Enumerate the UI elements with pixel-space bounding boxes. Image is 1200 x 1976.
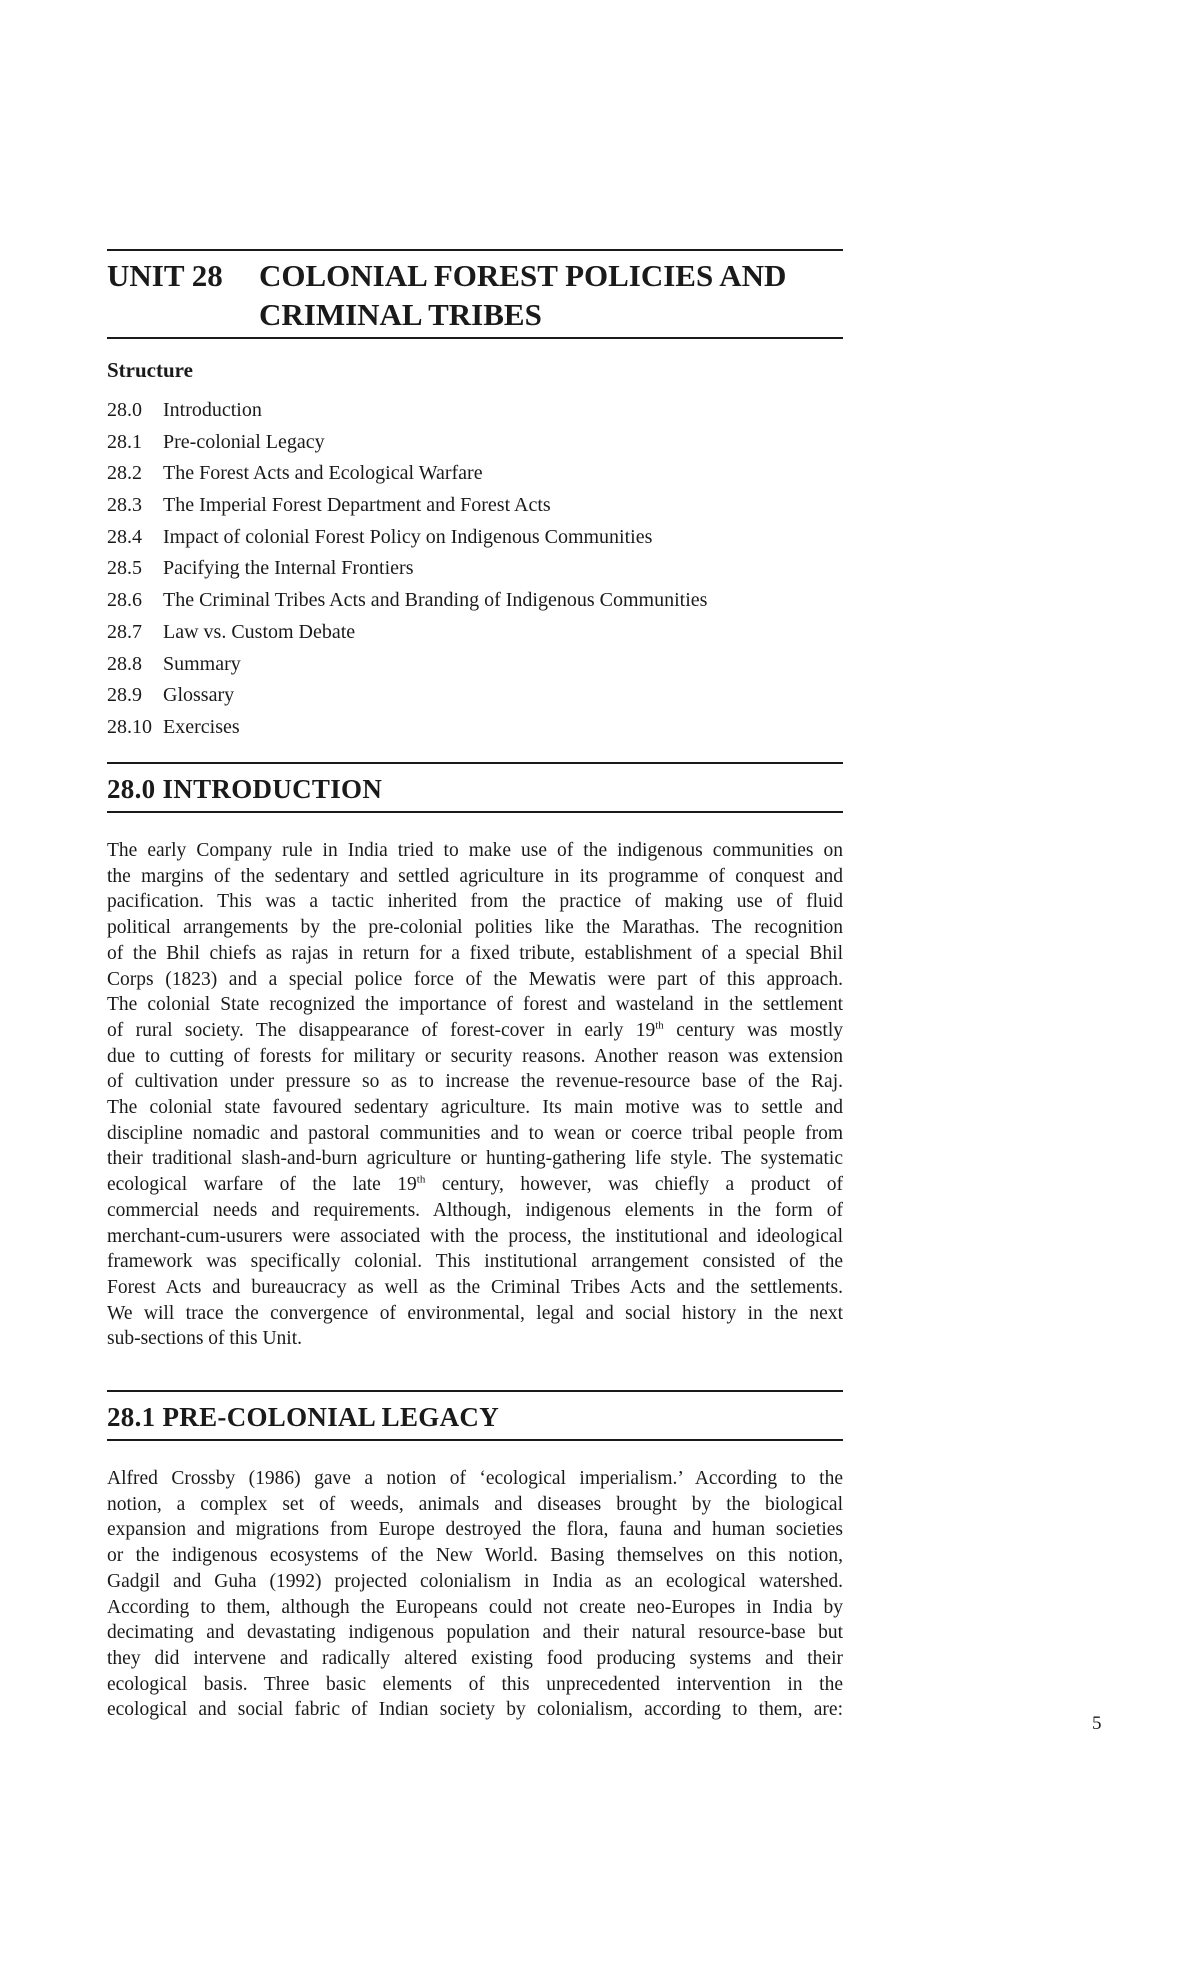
ordinal-suffix: th [655,1019,664,1032]
unit-number: UNIT 28 [107,258,223,293]
section-rule-top [107,762,843,764]
structure-item [107,585,707,617]
structure-item [107,427,707,459]
structure-item-number: 28.2 [107,462,142,485]
structure-item-text: Exercises [163,715,240,738]
unit-heading-bottom-rule [107,337,843,339]
structure-item [107,395,707,427]
structure-item-text: Summary [163,652,241,675]
structure-item-number: 28.4 [107,525,142,548]
structure-label: Structure [107,358,193,382]
text-line: the margins of the sedentary and settled agriculture in its programme of conquest and [107,865,843,887]
structure-item-text: The Criminal Tribes Acts and Branding of Indigenous Communities [163,589,708,612]
text-line: notion, a complex set of weeds, animals and diseases brought by the biological [107,1493,843,1515]
section-rule-bottom [107,811,843,813]
structure-item [107,617,707,649]
structure-item-text: Introduction [163,399,262,421]
structure-item-number: 28.0 [107,399,142,421]
structure-item-number: 28.9 [107,684,142,707]
structure-item-text: Impact of colonial Forest Policy on Indigenous Communities [163,525,653,548]
structure-item-number: 28.7 [107,620,142,643]
structure-item-text: Law vs. Custom Debate [163,620,356,643]
structure-item-text: Pre-colonial Legacy [163,430,325,453]
text-line: We will trace the convergence of environmental, legal and social history in the next [107,1302,843,1324]
text-line: ecological basis. Three basic elements of this unprecedented intervention in the [107,1673,843,1695]
text-line: expansion and migrations from Europe destroyed the flora, fauna and human societies [107,1519,843,1541]
unit-title-line-1: COLONIAL FOREST POLICIES AND [259,258,787,293]
text-line: due to cutting of forests for military or security reasons. Another reason was extension [107,1045,843,1067]
unit-title [259,256,849,334]
structure-item-text: The Imperial Forest Department and Forest Acts [163,494,551,517]
text-line: framework was specifically colonial. This institutional arrangement consisted of the [107,1251,843,1273]
text-line: they did intervene and radically altered existing food producing systems and their [107,1647,843,1669]
text-line: Gadgil and Guha (1992) projected colonialism in India as an ecological watershed. [107,1570,843,1592]
text-line: political arrangements by the pre-colonial polities like the Marathas. The recognition [107,917,843,939]
text-line: their traditional slash-and-burn agriculture or hunting-gathering life style. The systematic [107,1148,843,1170]
text-line: discipline nomadic and pastoral communities and to wean or coerce tribal people from [107,1122,843,1144]
text-line: of rural society. The disappearance of forest-cover in early 19th century was mostly [107,1019,843,1041]
structure-item-text: Pacifying the Internal Frontiers [163,557,414,580]
top-rule [107,249,843,251]
structure-item-number: 28.8 [107,652,142,675]
structure-item-number: 28.10 [107,715,152,738]
structure-item-text: The Forest Acts and Ecological Warfare [163,462,483,485]
structure-list [107,395,707,744]
structure-item [107,553,707,585]
text-line: ecological and social fabric of Indian society by colonialism, according to them, are: [107,1699,843,1721]
section-heading-introduction: 28.0 INTRODUCTION [107,774,383,804]
structure-item-number: 28.6 [107,589,142,612]
text-line: According to them, although the Europeans could not create neo-Europes in India by [107,1596,843,1618]
text-line: decimating and devastating indigenous population and their natural resource-base but [107,1622,843,1644]
section-heading-precolonial-legacy: 28.1 PRE-COLONIAL LEGACY [107,1402,499,1432]
structure-item [107,712,707,744]
text-line: Corps (1823) and a special police force of the Mewatis were part of this approach. [107,968,843,990]
unit-title-line-2: CRIMINAL TRIBES [259,297,542,332]
structure-item-number: 28.1 [107,430,142,453]
section-rule-bottom [107,1439,843,1441]
text-line: commercial needs and requirements. Although, indigenous elements in the form of [107,1199,843,1221]
structure-item [107,490,707,522]
structure-item [107,649,707,681]
text-line: sub-sections of this Unit. [107,1328,302,1350]
structure-item-number: 28.5 [107,557,142,580]
text-line: The colonial State recognized the importance of forest and wasteland in the settlement [107,994,843,1016]
structure-item [107,458,707,490]
structure-item-number: 28.3 [107,494,142,517]
text-line: of the Bhil chiefs as rajas in return for a fixed tribute, establishment of a special Bhil [107,942,843,964]
text-line: Forest Acts and bureaucracy as well as the Criminal Tribes Acts and the settlements. [107,1276,843,1298]
text-line: of cultivation under pressure so as to increase the revenue-resource base of the Raj. [107,1071,843,1093]
section-rule-top [107,1390,843,1392]
structure-item [107,522,707,554]
text-line: merchant-cum-usurers were associated with the process, the institutional and ideological [107,1225,843,1247]
text-line: or the indigenous ecosystems of the New World. Basing themselves on this notion, [107,1545,843,1567]
text-line: The colonial state favoured sedentary agriculture. Its main motive was to settle and [107,1097,843,1119]
text-line: pacification. This was a tactic inherited from the practice of making use of fluid [107,891,843,913]
precolonial-paragraph [107,1466,843,1723]
text-line: ecological warfare of the late 19th century, however, was chiefly a product of [107,1173,843,1196]
ordinal-suffix: th [416,1173,426,1186]
structure-item-text: Glossary [163,684,235,707]
structure-item [107,680,707,712]
text-line: Alfred Crossby (1986) gave a notion of ‘ecological imperialism.’ According to the [107,1468,843,1489]
text-line: The early Company rule in India tried to make use of the indigenous communities on [107,840,843,861]
page-number: 5 [1092,1713,1102,1734]
introduction-paragraph [107,838,843,1352]
